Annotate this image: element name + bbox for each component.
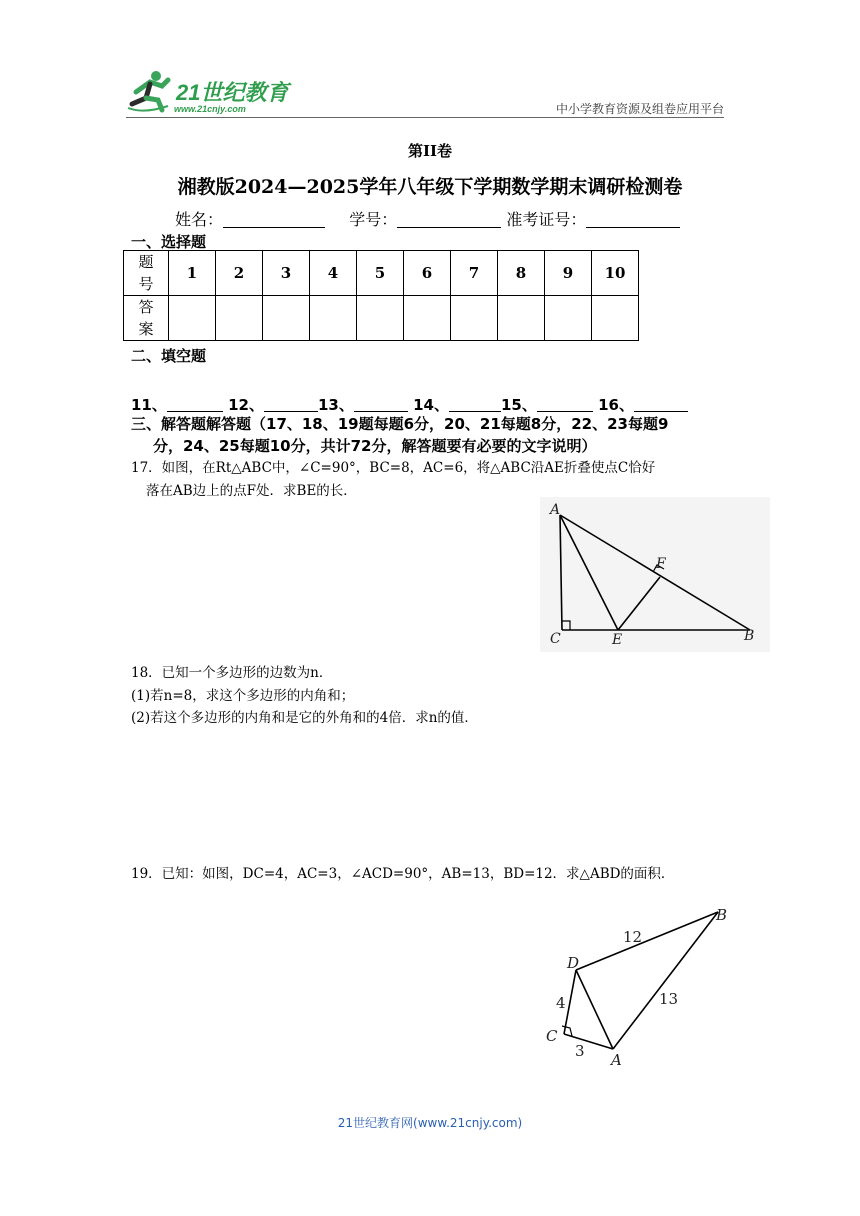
id-row xyxy=(175,207,680,230)
fill-label: 11、 xyxy=(131,396,167,414)
section3-line1: 三、解答题解答题（17、18、19题每题6分，20、21每题8分，22、23每题9 xyxy=(131,415,669,433)
table-cell: 2 xyxy=(216,251,263,296)
answer-cell[interactable] xyxy=(169,296,216,341)
student-no-blank[interactable] xyxy=(397,211,501,228)
fill-label: 15、 xyxy=(500,396,537,414)
q17-figure xyxy=(540,497,770,652)
section2-heading: 二、填空题 xyxy=(131,347,207,365)
table-cell: 7 xyxy=(451,251,498,296)
exam-no-blank[interactable] xyxy=(586,211,680,228)
name-label: 姓名： xyxy=(175,210,224,229)
label-D: D xyxy=(567,954,580,972)
table-cell: 5 xyxy=(357,251,404,296)
section3-heading xyxy=(131,413,741,457)
footer-link[interactable]: 21世纪教育网(www.21cnjy.com) xyxy=(337,1116,523,1130)
logo-main-text: 21世纪教育 xyxy=(176,80,289,105)
label-C: C xyxy=(546,1027,558,1045)
platform-text: 中小学教育资源及组卷应用平台 xyxy=(555,102,724,116)
q19-line1: 19．已知：如图，DC=4，AC=3，∠ACD=90°，AB=13，BD=12．求△ABD的面积． xyxy=(131,866,675,882)
answer-cell[interactable] xyxy=(451,296,498,341)
side-label-3: 3 xyxy=(575,1042,585,1060)
fill-label: 12、 xyxy=(228,396,264,414)
label-A: A xyxy=(550,502,561,518)
section3-line2: 分，24、25每题10分，共计72分，解答题要有必要的文字说明） xyxy=(153,437,597,455)
table-cell: 4 xyxy=(310,251,357,296)
table-row xyxy=(124,251,639,296)
exam-title: 湘教版2024—2025学年八年级下学期数学期末调研检测卷 xyxy=(177,176,683,198)
label-E: E xyxy=(612,632,623,648)
fill-blanks-row xyxy=(131,394,688,415)
table-cell: 6 xyxy=(404,251,451,296)
q17-line2: 落在AB边上的点F处．求BE的长． xyxy=(146,483,357,499)
side-label-13: 13 xyxy=(659,990,679,1008)
table-cell: 9 xyxy=(545,251,592,296)
fill-blank[interactable] xyxy=(264,397,318,412)
exam-no-label: 准考证号： xyxy=(506,210,587,229)
label-B: B xyxy=(744,628,755,644)
volume-label: 第II卷 xyxy=(407,142,453,160)
answer-cell[interactable] xyxy=(498,296,545,341)
table-row xyxy=(124,296,639,341)
name-blank[interactable] xyxy=(223,211,325,228)
answer-cell[interactable] xyxy=(404,296,451,341)
answer-cell[interactable] xyxy=(310,296,357,341)
answer-cell[interactable] xyxy=(357,296,404,341)
table-cell: 8 xyxy=(498,251,545,296)
fill-label: 13、 xyxy=(317,396,354,414)
q17-line1: 17．如图，在Rt△ABC中，∠C=90°，BC=8，AC=6，将△ABC沿AE折叠使点C恰好 xyxy=(131,460,656,476)
fill-blank[interactable] xyxy=(634,397,688,412)
answer-cell[interactable] xyxy=(263,296,310,341)
side-label-4: 4 xyxy=(556,994,566,1012)
label-A: A xyxy=(611,1051,622,1069)
answer-cell[interactable] xyxy=(545,296,592,341)
site-logo xyxy=(124,68,304,118)
table-cell: 1 xyxy=(169,251,216,296)
label-C: C xyxy=(550,631,561,647)
answer-cell[interactable] xyxy=(592,296,639,341)
table-header-cell: 答 案 xyxy=(124,296,169,341)
label-B: B xyxy=(716,906,728,924)
table-cell: 10 xyxy=(592,251,639,296)
student-no-label: 学号： xyxy=(349,210,398,229)
fill-blank[interactable] xyxy=(167,397,223,412)
label-F: F xyxy=(656,556,666,572)
side-label-12: 12 xyxy=(623,928,643,946)
q18-line1: 18．已知一个多边形的边数为n． xyxy=(131,665,333,681)
fill-blank[interactable] xyxy=(354,397,408,412)
table-header-cell: 题 号 xyxy=(124,251,169,296)
q19-figure xyxy=(540,900,740,1072)
fill-label: 16、 xyxy=(598,396,634,414)
header-divider xyxy=(126,117,724,118)
fill-blank[interactable] xyxy=(537,397,593,412)
table-cell: 3 xyxy=(263,251,310,296)
fill-blank[interactable] xyxy=(449,397,501,412)
q18-line3: (2)若这个多边形的内角和是它的外角和的4倍．求n的值． xyxy=(131,710,478,726)
section1-heading: 一、选择题 xyxy=(131,233,207,251)
fill-label: 14、 xyxy=(413,396,449,414)
answer-table xyxy=(123,250,639,341)
q18-line2: (1)若n=8，求这个多边形的内角和； xyxy=(131,688,355,704)
answer-cell[interactable] xyxy=(216,296,263,341)
logo-url-text: www.21cnjy.com xyxy=(174,104,246,114)
